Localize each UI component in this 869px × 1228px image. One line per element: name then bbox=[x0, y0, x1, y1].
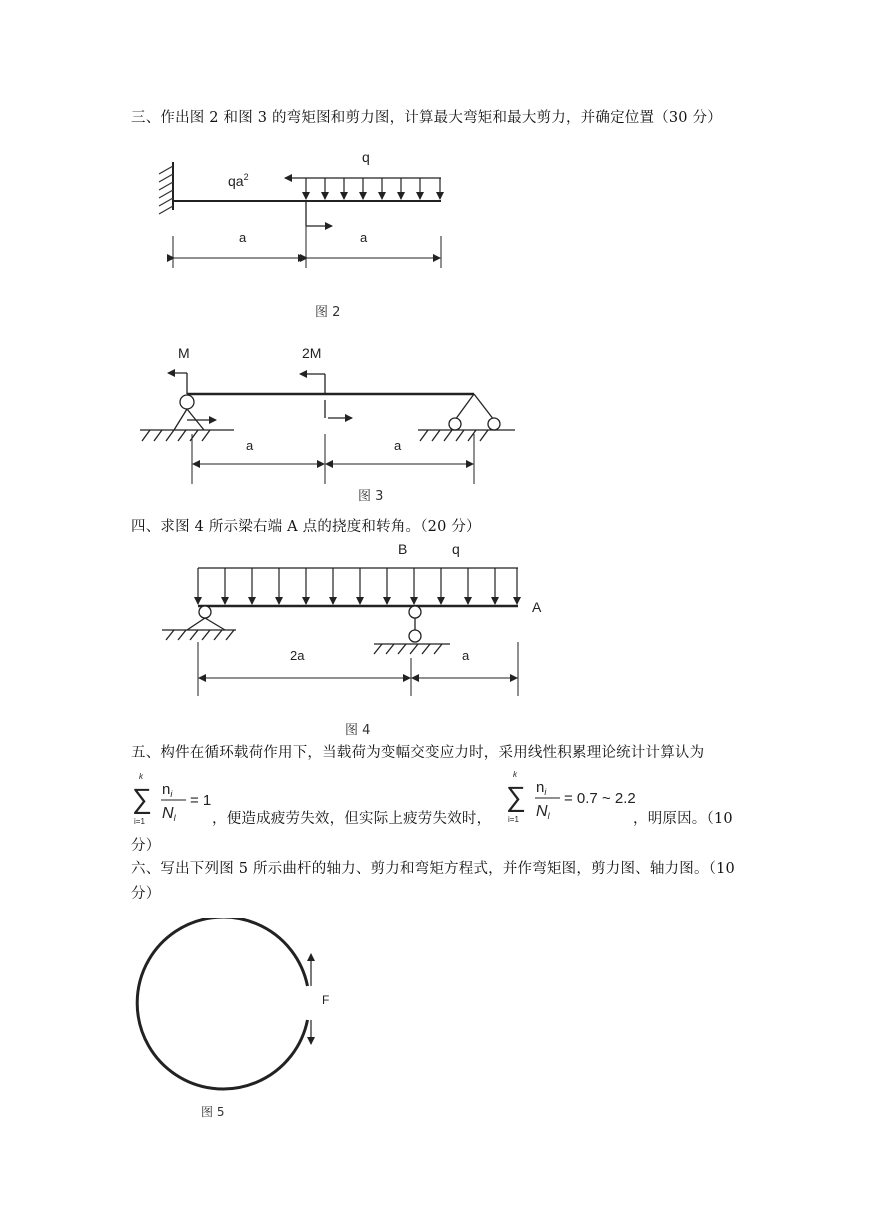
fraction-numerator: $n_i$ bbox=[162, 781, 173, 799]
dim-label-2a: 2a bbox=[290, 648, 305, 663]
question-3-text: 三、作出图 2 和图 3 的弯矩图和剪力图，计算最大弯矩和最大剪力，并确定位置（30 分） bbox=[131, 110, 722, 126]
question-6-continuation: 分） bbox=[131, 886, 161, 902]
wall-hatching bbox=[159, 166, 173, 214]
question-5-text: 五、构件在循环载荷作用下，当载荷为变幅交变应力时，采用线性积累理论统计计算认为 bbox=[131, 745, 705, 761]
moment-label: $qa^2$ bbox=[228, 172, 249, 189]
dim-label-2: a bbox=[360, 230, 368, 245]
distributed-load bbox=[306, 178, 441, 199]
sum-symbol: ∑ bbox=[132, 783, 152, 814]
fraction-numerator: $n_i$ bbox=[536, 779, 547, 797]
moment-label-m: M bbox=[178, 345, 190, 361]
figure-4 bbox=[150, 538, 560, 738]
dim-label-2: a bbox=[394, 438, 402, 453]
figure-5-caption: 图 5 bbox=[201, 1105, 225, 1119]
load-label-q: q bbox=[362, 149, 370, 165]
load-label-q: q bbox=[452, 541, 460, 557]
figure-3-caption: 图 3 bbox=[358, 489, 384, 504]
question-4-text: 四、求图 4 所示梁右端 A 点的挠度和转角。（20 分） bbox=[131, 519, 481, 535]
fraction-denominator: Nl bbox=[536, 803, 550, 821]
formula-2-rhs: = 0.7 ~ 2.2 bbox=[564, 790, 636, 807]
figure-4-caption: 图 4 bbox=[345, 723, 371, 738]
moment-label-2m: 2M bbox=[302, 345, 322, 361]
sum-symbol: ∑ bbox=[506, 781, 526, 812]
sum-upper-limit: k bbox=[513, 770, 517, 779]
force-label-f: F bbox=[322, 993, 330, 1007]
point-label-b: B bbox=[398, 541, 408, 557]
question-5-mid-text: ，便造成疲劳失效，但实际上疲劳失效时， bbox=[212, 811, 492, 827]
question-5-end-text: ，明原因。（10 bbox=[633, 811, 733, 827]
right-roller-support bbox=[418, 394, 515, 441]
point-label-a: A bbox=[532, 599, 542, 615]
dim-label-1: a bbox=[239, 230, 247, 245]
curved-bar-ring bbox=[137, 918, 307, 1089]
distributed-load bbox=[198, 568, 518, 604]
dimension-lines bbox=[173, 210, 441, 268]
sum-lower-limit: i=1 bbox=[508, 815, 519, 824]
sum-upper-limit: k bbox=[139, 772, 143, 781]
figure-2 bbox=[140, 140, 470, 330]
moment-couple-2m bbox=[300, 374, 352, 418]
figure-3 bbox=[130, 338, 530, 508]
roller-support-b bbox=[374, 606, 450, 654]
question-5-continuation: 分） bbox=[131, 838, 161, 854]
fraction-denominator: Nl bbox=[162, 805, 176, 823]
dim-label-a: a bbox=[462, 648, 470, 663]
formula-1-rhs: = 1 bbox=[190, 792, 212, 809]
dimension-lines bbox=[192, 434, 474, 484]
left-pin-support bbox=[162, 606, 236, 640]
left-pin-support bbox=[140, 395, 234, 441]
dimension-lines bbox=[198, 642, 518, 696]
sum-lower-limit: i=1 bbox=[134, 817, 145, 826]
dim-label-1: a bbox=[246, 438, 254, 453]
formula-sum-range bbox=[502, 770, 652, 826]
question-6-text: 六、写出下列图 5 所示曲杆的轴力、剪力和弯矩方程式，并作弯矩图，剪力图、轴力图。（10 bbox=[131, 861, 735, 877]
figure-5 bbox=[135, 918, 355, 1128]
figure-2-caption: 图 2 bbox=[315, 305, 341, 320]
